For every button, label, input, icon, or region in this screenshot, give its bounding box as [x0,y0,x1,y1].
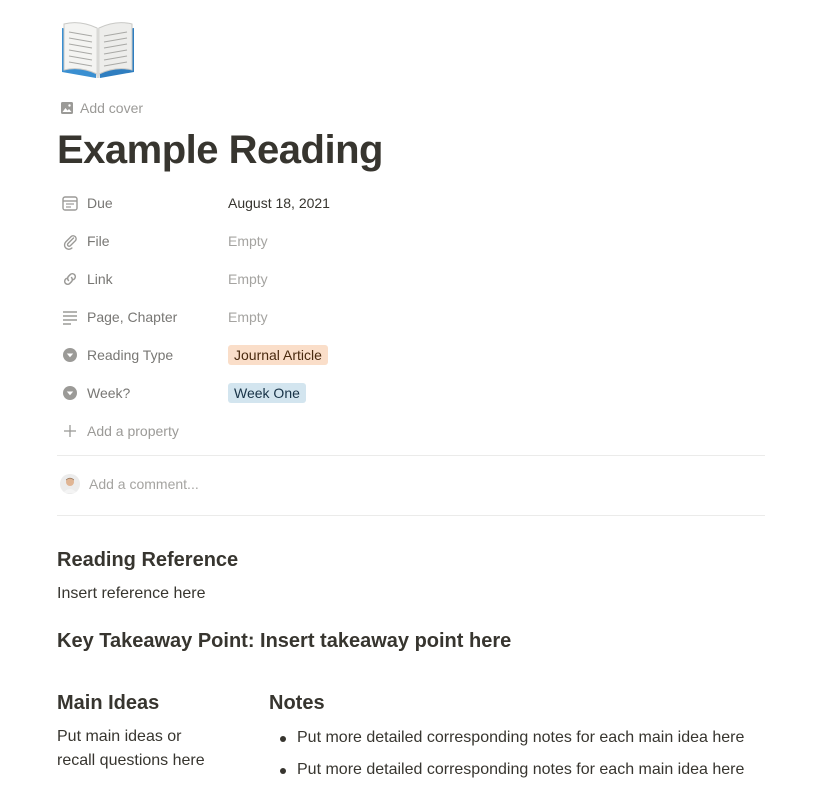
image-icon [60,101,74,115]
text-lines-icon [61,308,79,326]
notes-list [278,726,744,790]
paperclip-icon [61,232,79,250]
calendar-icon [61,194,79,212]
notes-heading: Notes [269,692,325,714]
add-cover-button[interactable] [60,100,143,116]
link-icon [61,270,79,288]
plus-icon [62,423,78,439]
main-ideas-line-1[interactable]: Put main ideas or [57,728,182,745]
property-name-link[interactable]: Link [57,270,227,288]
reading-reference-text[interactable]: Insert reference here [57,585,206,602]
main-ideas-heading: Main Ideas [57,692,160,714]
add-property-button[interactable]: Add a property [57,412,765,450]
property-row-reading-type [57,336,765,374]
property-row-due [57,184,765,222]
property-name-due[interactable]: Due [57,194,227,212]
property-name-week[interactable]: Week? [57,384,227,402]
page-title[interactable]: Example Reading [57,128,383,172]
divider [57,515,765,516]
avatar [60,474,80,494]
property-row-file [57,222,765,260]
property-value-link[interactable]: Empty [228,271,268,287]
add-cover-label: Add cover [80,100,144,116]
property-row-page-chapter [57,298,765,336]
reading-reference-heading: Reading Reference [57,549,239,571]
open-book-icon[interactable] [60,20,136,82]
tag-journal-article: Journal Article [228,345,328,365]
property-name-reading-type[interactable]: Reading Type [57,346,227,364]
properties-panel [57,184,765,450]
property-value-file[interactable]: Empty [228,233,268,249]
property-row-link [57,260,765,298]
property-name-page-chapter[interactable]: Page, Chapter [57,308,227,326]
property-value-page-chapter[interactable]: Empty [228,309,268,325]
tag-week-one: Week One [228,383,306,403]
key-takeaway-heading: Key Takeaway Point: Insert takeaway point here [57,630,512,652]
property-value-reading-type[interactable] [227,345,328,365]
comment-placeholder: Add a comment... [89,476,199,492]
property-value-due[interactable]: August 18, 2021 [228,195,330,211]
comment-input[interactable] [60,474,199,494]
select-icon [61,384,79,402]
main-ideas-line-2[interactable]: recall questions here [57,752,205,769]
divider [57,455,765,456]
list-item[interactable]: Put more detailed corresponding notes for each main idea here [278,758,744,782]
property-value-week[interactable] [227,383,306,403]
property-row-week [57,374,765,412]
select-icon [61,346,79,364]
property-name-file[interactable]: File [57,232,227,250]
list-item[interactable]: Put more detailed corresponding notes for each main idea here [278,726,744,750]
